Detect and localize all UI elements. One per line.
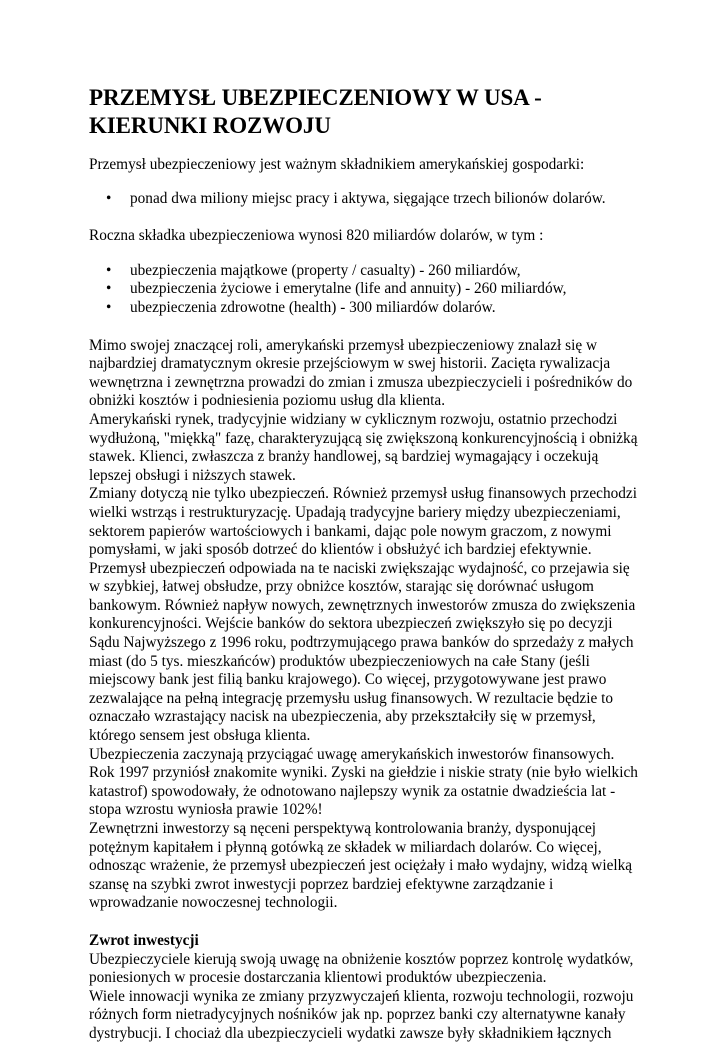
list-item: • ponad dwa miliony miejsc pracy i aktywa, sięgające trzech bilionów dolarów. xyxy=(130,190,639,209)
body-paragraph: Ubezpieczyciele kierują swoją uwagę na obniżenie kosztów poprzez kontrolę wydatków, poniesionych w procesie dostarczania klientowi produktów ubezpieczenia. xyxy=(89,950,634,987)
body-paragraph: Wiele innowacji wynika ze zmiany przyzwyczajeń klienta, rozwoju technologii, rozwoju różnych form nietradycyjnych nośników jak np. poprzez banki czy alternatywne kanały dystrybucji. I chociaż dla ubezpieczycieli wydatki zawsze były składnikiem łącznych xyxy=(89,987,634,1042)
main-body xyxy=(89,337,639,913)
economy-facts-list xyxy=(89,190,639,209)
section-body xyxy=(89,951,639,1044)
body-paragraph: Amerykański rynek, tradycyjnie widziany w cyklicznym rozwoju, ostatnio przechodzi wydłużoną, "miękką" fazę, charakteryzującą się zwiększoną konkurencyjnością i obniżką stawek. Klienci, zwłaszcza z branży handlowej, są bardziej wymagający i oczekują lepszej obsługi i niższych stawek. xyxy=(89,410,638,484)
document-page xyxy=(89,84,639,1044)
premium-summary-paragraph: Roczna składka ubezpieczeniowa wynosi 820 miliardów dolarów, w tym : xyxy=(89,227,544,245)
body-paragraph: Ubezpieczenia zaczynają przyciągać uwagę amerykańskich inwestorów finansowych. Rok 1997 przyniósł znakomite wyniki. Zyski na giełdzie i niskie straty (nie było wielkich katastrof) spowodowały, że odnotowano najlepszy wynik za ostatnie dwadzieścia lat - stopa wzrostu wyniosła prawie 102%! xyxy=(89,745,638,819)
body-paragraph: Zewnętrzni inwestorzy są nęceni perspektywą kontrolowania branży, dysponującej potężnym kapitałem i płynną gotówką ze składek w miliardach dolarów. Co więcej, odnosząc wrażenie, że przemysł ubezpieczeń jest ociężały i mało wydajny, widzą wielką szansę na szybki zwrot inwestycji poprzez bardziej efektywne zarządzanie i wprowadzanie nowoczesnej technologii. xyxy=(89,820,633,912)
title-line-2: KIERUNKI ROZWOJU xyxy=(89,113,331,138)
intro-paragraph: Przemysł ubezpieczeniowy jest ważnym składnikiem amerykańskiej gospodarki: xyxy=(89,156,585,173)
list-item: • ubezpieczenia życiowe i emerytalne (life and annuity) - 260 miliardów, xyxy=(130,280,639,299)
document-title xyxy=(89,84,639,140)
body-paragraph: Mimo swojej znaczącej roli, amerykański przemysł ubezpieczeniowy znalazł się w najbardziej dramatycznym okresie przejściowym w swej historii. Zacięta rywalizacja wewnętrzna i zewnętrzna prowadzi do zmian i zmusza ubezpieczycieli i pośredników do obniżki kosztów i podniesienia poziomu usług dla klienta. xyxy=(89,336,633,410)
premium-breakdown-list xyxy=(89,262,639,318)
section-heading: Zwrot inwestycji xyxy=(89,931,199,949)
list-item: • ubezpieczenia zdrowotne (health) - 300 miliardów dolarów. xyxy=(130,299,639,318)
title-line-1: PRZEMYSŁ UBEZPIECZENIOWY W USA - xyxy=(89,85,542,110)
body-paragraph: Zmiany dotyczą nie tylko ubezpieczeń. Również przemysł usług finansowych przechodzi wielki wstrząs i restrukturyzację. Upadają tradycyjne bariery między ubezpieczeniami, sektorem papierów wartościowych i bankami, dając pole nowym graczom, z nowymi pomysłami, w jaki sposób dotrzeć do klientów i obsłużyć ich bardziej efektywnie. xyxy=(89,485,637,559)
list-item: • ubezpieczenia majątkowe (property / casualty) - 260 miliardów, xyxy=(130,262,639,281)
body-paragraph: Przemysł ubezpieczeń odpowiada na te naciski zwiększając wydajność, co przejawia się w szybkiej, łatwej obsłudze, przy obniżce kosztów, starając się dorównać usługom bankowym. Również napływ nowych, zewnętrznych inwestorów zmusza do zwiększenia konkurencyjności. Wejście banków do sektora ubezpieczeń zwiększyło się po decyzji Sądu Najwyższego z 1996 roku, podtrzymującego prawa banków do sprzedaży z małych miast (do 5 tys. mieszkańców) produktów ubezpieczeniowych na całe Stany (jeśli miejscowy bank jest filią banku krajowego). Co więcej, przygotowywane jest prawo zezwalające na pełną integrację przemysłu usług finansowych. W rezultacie będzie to oznaczało wzrastający nacisk na ubezpieczenia, aby przekształciły się w przemysł, którego sensem jest obsługa klienta. xyxy=(89,559,636,745)
